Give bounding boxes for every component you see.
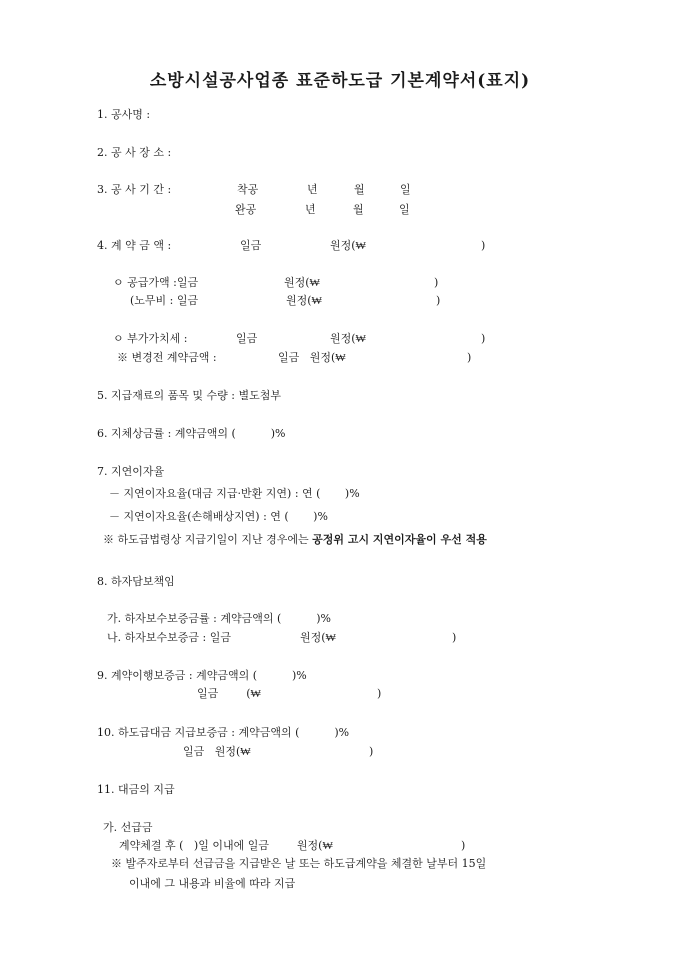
performance-bond-close: ) [377,687,382,700]
defect-bond-won: 원정(₩ [300,631,336,644]
page-title: 소방시설공사업종 표준하도급 기본계약서(표지) [149,71,531,91]
section-6-delay-penalty: 6. 지체상금률 : 계약금액의 ( )% [97,427,286,440]
section-11-label: 11. 대금의 지급 [97,783,175,796]
supply-close: ) [434,276,439,289]
end-day: 일 [399,203,410,216]
changed-amount-label: ※ 변경전 계약금액 : [117,351,217,364]
advance-payment-label: 가. 선급금 [103,821,153,834]
defect-bond-close: ) [452,631,457,644]
contract-close: ) [481,239,486,252]
section-8-label: 8. 하자담보책임 [97,575,175,588]
payment-guarantee-amount: 일금 원정(₩ [183,745,251,758]
section-7-label: 7. 지연이자율 [97,465,165,478]
vat-close: ) [481,332,486,345]
section-10-payment-guarantee: 10. 하도급대금 지급보증금 : 계약금액의 ( )% [97,726,350,739]
labor-won: 원정(₩ [286,294,322,307]
section-2-project-location: 2. 공 사 장 소 : [97,146,172,159]
note-normal-text: ※ 하도급법령상 지급기일이 지난 경우에는 [103,533,313,546]
section-1-project-name: 1. 공사명 : [97,108,151,121]
section-4-label: 4. 계 약 금 액 : [97,239,172,252]
start-label: 착공 [237,183,259,196]
supply-won: 원정(₩ [284,276,320,289]
delay-interest-damages: － 지연이자요율(손해배상지연) : 연 ( )% [109,510,328,523]
note-bold-text: 공정위 고시 지연이자율이 우선 적용 [312,533,487,546]
start-year: 년 [307,183,318,196]
section-3-label: 3. 공 사 기 간 : [97,183,172,196]
changed-amount: 일금 원정(₩ [278,351,346,364]
payment-guarantee-close: ) [369,745,374,758]
labor-cost-label: (노무비 : 일금 [130,294,199,307]
section-5-materials: 5. 지급재료의 품목 및 수량 : 별도첨부 [97,389,281,402]
delay-interest-note [103,533,487,547]
defect-bond-amount-label: 나. 하자보수보증금 : 일금 [107,631,231,644]
advance-payment-close: ) [461,839,466,852]
start-month: 월 [354,183,365,196]
advance-payment-line: 계약체결 후 ( )일 이내에 일금 원정(₩ [119,839,333,852]
vat-amount: 일금 [236,332,258,345]
advance-payment-note-1: ※ 발주자로부터 선급금을 지급받은 날 또는 하도급계약을 체결한 날부터 15일 [111,857,487,870]
end-year: 년 [305,203,316,216]
labor-close: ) [436,294,441,307]
supply-price-label: ㅇ 공급가액 :일금 [113,276,199,289]
delay-interest-payment: － 지연이자요율(대금 지급·반환 지연) : 연 ( )% [109,487,360,500]
start-day: 일 [400,183,411,196]
defect-bond-rate: 가. 하자보수보증금률 : 계약금액의 ( )% [107,612,331,625]
performance-bond-amount: 일금 (₩ [197,687,261,700]
section-9-performance-bond: 9. 계약이행보증금 : 계약금액의 ( )% [97,669,307,682]
end-month: 월 [353,203,364,216]
vat-won: 원정(₩ [330,332,366,345]
end-label: 완공 [235,203,257,216]
contract-won: 원정(₩ [330,239,366,252]
vat-label: ㅇ 부가가치세 : [113,332,188,345]
changed-close: ) [467,351,472,364]
contract-amount: 일금 [240,239,262,252]
advance-payment-note-2: 이내에 그 내용과 비율에 따라 지급 [129,877,296,890]
